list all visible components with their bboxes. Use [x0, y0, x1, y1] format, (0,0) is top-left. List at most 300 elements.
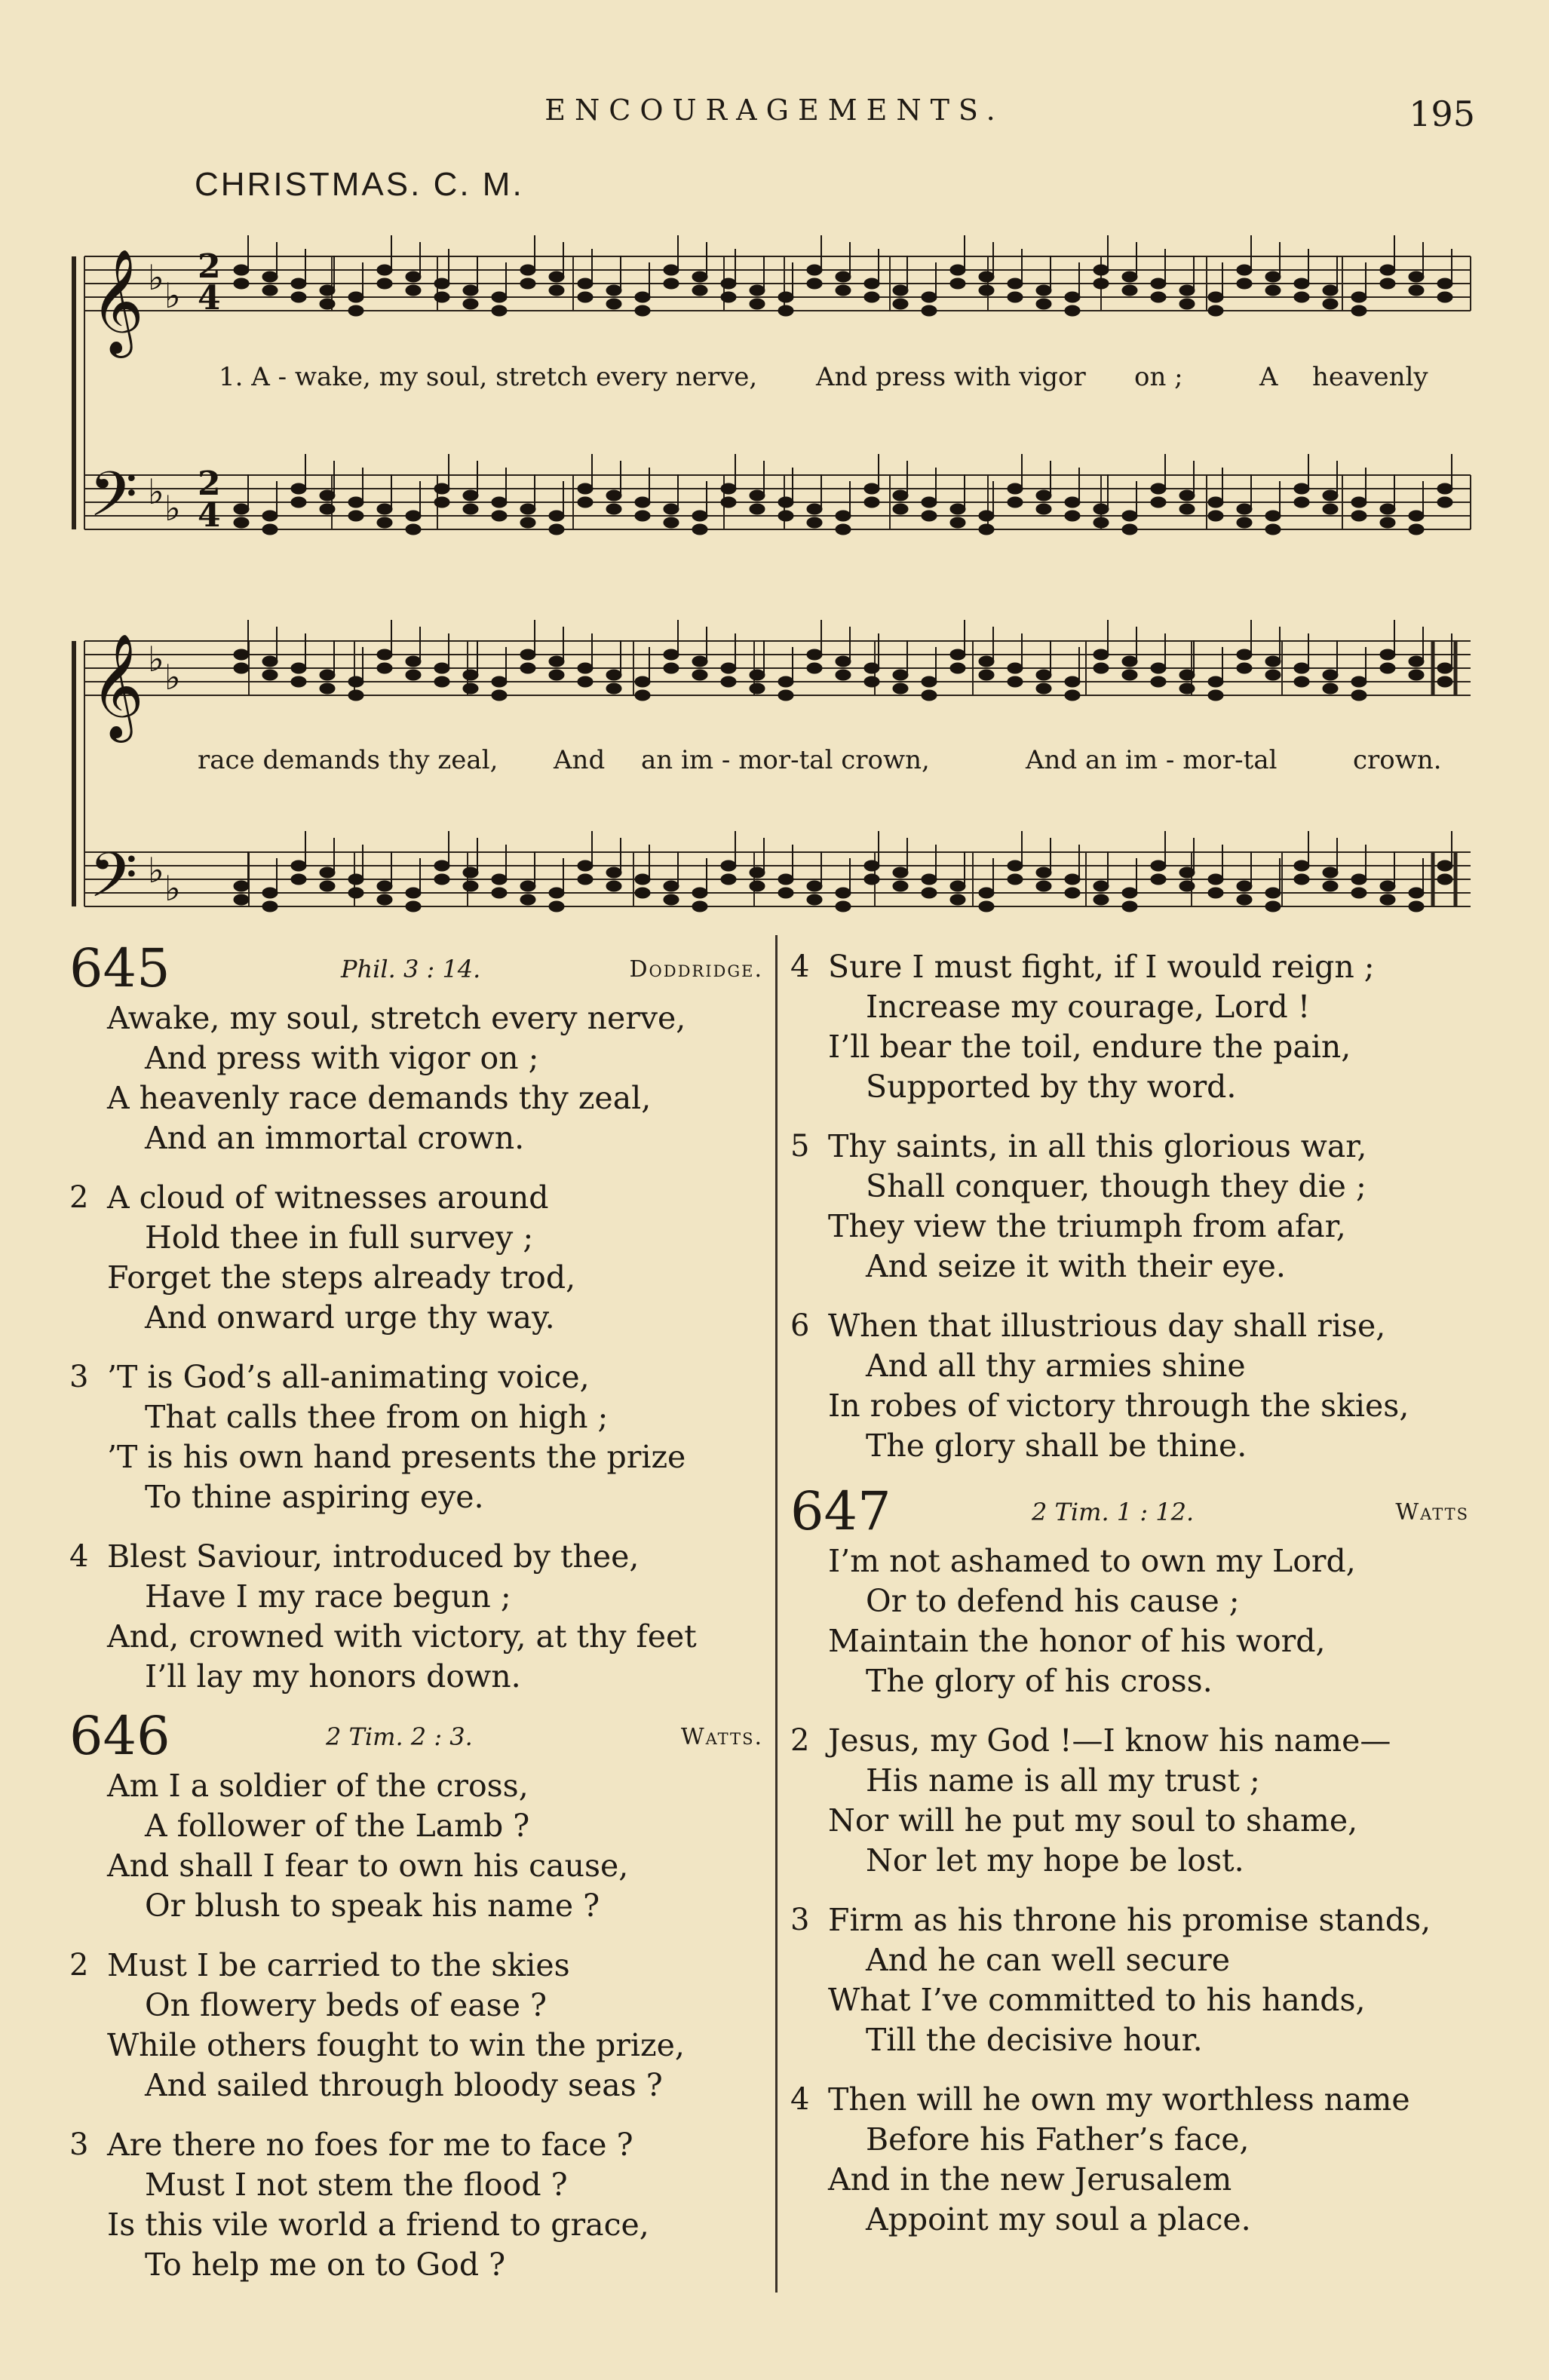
- note-head: [291, 483, 306, 494]
- stanza: [69, 1946, 763, 2106]
- stanza: [790, 947, 1469, 1107]
- tune-name: CHRISTMAS. C. M.: [195, 166, 524, 203]
- verse-line: That calls thee from on high ;: [145, 1399, 609, 1435]
- note-head: [1065, 690, 1080, 701]
- note-head: [1380, 517, 1395, 528]
- note-head: [1179, 285, 1195, 296]
- note-head: [348, 676, 363, 687]
- verse-line: Increase my courage, Lord !: [866, 989, 1311, 1025]
- note-head: [664, 517, 679, 528]
- note-head: [864, 483, 879, 494]
- note-head: [1237, 881, 1252, 891]
- note-head: [291, 676, 306, 687]
- note-head: [1437, 483, 1452, 494]
- note-head: [377, 649, 392, 660]
- note-head: [950, 504, 965, 514]
- note-head: [807, 517, 822, 528]
- note-head: [721, 676, 736, 687]
- lyric-segment: heavenly: [1312, 362, 1428, 392]
- running-title: ENCOURAGEMENTS.: [544, 94, 1005, 127]
- note-head: [1094, 663, 1109, 673]
- note-head: [893, 881, 908, 891]
- note-head: [979, 271, 994, 282]
- note-head: [778, 292, 793, 302]
- note-head: [979, 524, 994, 535]
- note-head: [1122, 670, 1137, 680]
- verse-line: Before his Father’s face,: [866, 2121, 1250, 2158]
- note-head: [434, 483, 449, 494]
- note-head: [1179, 490, 1195, 501]
- time-signatures: [198, 247, 221, 535]
- note-head: [463, 867, 478, 878]
- note-head: [1409, 901, 1424, 912]
- note-head: [1437, 676, 1452, 687]
- verse-line: Or to defend his cause ;: [866, 1583, 1240, 1619]
- note-head: [1265, 670, 1281, 680]
- note-head: [864, 292, 879, 302]
- note-head: [1208, 676, 1223, 687]
- note-head: [1237, 278, 1252, 289]
- note-head: [1179, 881, 1195, 891]
- note-head: [1094, 278, 1109, 289]
- note-head: [864, 860, 879, 871]
- note-head: [578, 483, 593, 494]
- note-head: [836, 901, 851, 912]
- note-head: [1094, 894, 1109, 905]
- note-head: [1294, 292, 1309, 302]
- svg-text:♭: ♭: [148, 471, 164, 512]
- note-head: [922, 888, 937, 898]
- verse-line: And, crowned with victory, at thy feet: [107, 1618, 697, 1655]
- note-head: [234, 265, 249, 275]
- note-head: [377, 504, 392, 514]
- scripture-reference: Phil. 3 : 14.: [341, 955, 481, 983]
- note-head: [348, 690, 363, 701]
- note-head: [692, 271, 707, 282]
- note-head: [1036, 490, 1051, 501]
- note-head: [578, 278, 593, 289]
- note-head: [406, 524, 421, 535]
- note-head: [606, 683, 621, 694]
- verse-line: And shall I fear to own his cause,: [107, 1848, 629, 1884]
- note-head: [606, 299, 621, 309]
- note-head: [520, 894, 535, 905]
- note-head: [1294, 278, 1309, 289]
- note-head: [549, 524, 564, 535]
- note-head: [406, 285, 421, 296]
- note-head: [692, 511, 707, 521]
- note-head: [893, 490, 908, 501]
- note-head: [606, 504, 621, 514]
- note-head: [1008, 292, 1023, 302]
- hymn-647: [790, 1481, 1469, 2240]
- note-head: [1094, 504, 1109, 514]
- svg-text:4: 4: [198, 496, 221, 535]
- note-head: [1380, 504, 1395, 514]
- note-head: [262, 285, 278, 296]
- scripture-reference: 2 Tim. 1 : 12.: [1032, 1498, 1195, 1526]
- left-column: [69, 938, 763, 2305]
- note-head: [635, 676, 650, 687]
- note-head: [1036, 504, 1051, 514]
- verse-line: I’ll bear the toil, endure the pain,: [828, 1029, 1351, 1065]
- note-head: [1409, 656, 1424, 667]
- note-head: [606, 881, 621, 891]
- note-head: [1036, 683, 1051, 694]
- note-head: [664, 894, 679, 905]
- note-head: [520, 881, 535, 891]
- note-head: [434, 874, 449, 885]
- note-head: [291, 497, 306, 508]
- barlines: [74, 256, 1471, 906]
- note-head: [606, 285, 621, 296]
- note-head: [893, 867, 908, 878]
- stanza-number: 2: [69, 1180, 89, 1215]
- verse-line: A follower of the Lamb ?: [145, 1808, 530, 1844]
- note-head: [1008, 676, 1023, 687]
- verse-line: Forget the steps already trod,: [107, 1259, 576, 1296]
- verse-line: The glory of his cross.: [866, 1663, 1213, 1699]
- note-head: [778, 888, 793, 898]
- note-head: [1179, 683, 1195, 694]
- note-head: [1351, 497, 1366, 508]
- note-head: [578, 292, 593, 302]
- verse-line: And he can well secure: [866, 1942, 1230, 1978]
- stanza-number: 6: [790, 1308, 810, 1343]
- note-head: [750, 504, 765, 514]
- note-head: [893, 683, 908, 694]
- note-head: [1208, 497, 1223, 508]
- hymn-number: 645: [69, 937, 170, 999]
- verse-line: Firm as his throne his promise stands,: [828, 1902, 1431, 1938]
- stanza-number: 4: [790, 2082, 810, 2117]
- note-head: [406, 656, 421, 667]
- note-head: [1323, 504, 1338, 514]
- note-head: [262, 670, 278, 680]
- note-head: [1294, 874, 1309, 885]
- note-head: [406, 271, 421, 282]
- note-head: [950, 881, 965, 891]
- note-head: [922, 676, 937, 687]
- note-head: [1008, 278, 1023, 289]
- verse-line: And onward urge thy way.: [145, 1299, 555, 1336]
- svg-text:♭: ♭: [148, 850, 164, 891]
- note-head: [1323, 670, 1338, 680]
- note-head: [578, 497, 593, 508]
- note-head: [1122, 271, 1137, 282]
- note-head: [492, 305, 507, 316]
- note-head: [864, 663, 879, 673]
- note-head: [549, 670, 564, 680]
- note-head: [893, 670, 908, 680]
- verse-line: Are there no foes for me to face ?: [107, 2127, 633, 2163]
- note-head: [950, 649, 965, 660]
- note-head: [1380, 663, 1395, 673]
- note-head: [320, 867, 335, 878]
- note-head: [348, 497, 363, 508]
- note-head: [1094, 881, 1109, 891]
- note-head: [1409, 524, 1424, 535]
- stanza: [790, 1541, 1469, 1701]
- note-head: [750, 867, 765, 878]
- note-head: [463, 490, 478, 501]
- note-head: [721, 874, 736, 885]
- note-head: [434, 497, 449, 508]
- note-head: [750, 285, 765, 296]
- note-head: [1237, 649, 1252, 660]
- note-head: [1151, 663, 1166, 673]
- verse-line: Jesus, my God !—I know his name—: [828, 1722, 1391, 1759]
- note-head: [492, 497, 507, 508]
- note-head: [664, 663, 679, 673]
- verse-line: Must I not stem the flood ?: [145, 2167, 568, 2203]
- verse-line: In robes of victory through the skies,: [828, 1388, 1409, 1424]
- verse-line: Sure I must fight, if I would reign ;: [828, 949, 1375, 985]
- note-head: [922, 690, 937, 701]
- note-head: [291, 874, 306, 885]
- note-head: [1208, 511, 1223, 521]
- note-head: [348, 888, 363, 898]
- bass-clef-icon: 𝄢: [89, 839, 138, 927]
- note-head: [1351, 292, 1366, 302]
- note-head: [864, 874, 879, 885]
- note-head: [778, 511, 793, 521]
- hymn-author: Doddridge.: [629, 956, 763, 983]
- note-head: [1409, 271, 1424, 282]
- note-head: [1179, 670, 1195, 680]
- verse-line: Nor let my hope be lost.: [866, 1842, 1244, 1879]
- verse-line: I’m not ashamed to own my Lord,: [828, 1543, 1356, 1579]
- note-head: [721, 483, 736, 494]
- note-head: [1237, 894, 1252, 905]
- note-head: [1409, 670, 1424, 680]
- note-head: [1351, 690, 1366, 701]
- svg-text:♭: ♭: [164, 275, 181, 316]
- verse-line: A cloud of witnesses around: [107, 1179, 549, 1216]
- hymn-645: [69, 938, 763, 1697]
- note-head: [1323, 867, 1338, 878]
- note-head: [463, 285, 478, 296]
- note-head: [234, 881, 249, 891]
- note-head: [692, 901, 707, 912]
- note-head: [950, 517, 965, 528]
- note-head: [635, 690, 650, 701]
- note-head: [1036, 299, 1051, 309]
- note-head: [721, 497, 736, 508]
- stanza-number: 5: [790, 1129, 810, 1164]
- note-head: [1294, 663, 1309, 673]
- staff-lines: [84, 256, 1471, 906]
- note-head: [979, 656, 994, 667]
- note-head: [1380, 894, 1395, 905]
- verse-line: On flowery beds of ease ?: [145, 1987, 547, 2023]
- note-head: [1237, 517, 1252, 528]
- note-head: [320, 683, 335, 694]
- lyric-segment: race demands thy zeal,: [198, 745, 498, 775]
- note-head: [348, 511, 363, 521]
- note-head: [291, 278, 306, 289]
- note-head: [492, 690, 507, 701]
- note-head: [606, 867, 621, 878]
- verse-line: When that illustrious day shall rise,: [828, 1308, 1386, 1344]
- verse-line: Appoint my soul a place.: [866, 2201, 1251, 2237]
- lyric-segment: crown.: [1353, 745, 1442, 775]
- note-head: [320, 490, 335, 501]
- note-head: [463, 881, 478, 891]
- note-head: [262, 656, 278, 667]
- note-head: [348, 292, 363, 302]
- verse-line: And sailed through bloody seas ?: [145, 2067, 663, 2103]
- note-head: [1008, 663, 1023, 673]
- note-head: [320, 285, 335, 296]
- note-head: [807, 265, 822, 275]
- note-head: [1208, 292, 1223, 302]
- note-head: [1008, 483, 1023, 494]
- note-head: [1065, 676, 1080, 687]
- note-head: [1237, 265, 1252, 275]
- notes: [234, 235, 1452, 912]
- note-head: [1265, 524, 1281, 535]
- note-head: [1437, 278, 1452, 289]
- note-head: [979, 888, 994, 898]
- note-head: [635, 511, 650, 521]
- hymn-646-continued: [790, 947, 1469, 1466]
- note-head: [836, 511, 851, 521]
- note-head: [1065, 874, 1080, 885]
- verse-line: And seize it with their eye.: [866, 1248, 1286, 1284]
- note-head: [1094, 517, 1109, 528]
- note-head: [893, 299, 908, 309]
- note-head: [320, 881, 335, 891]
- note-head: [778, 305, 793, 316]
- note-head: [1323, 490, 1338, 501]
- music-score: [0, 0, 1549, 935]
- hymn-number: 647: [790, 1480, 891, 1542]
- note-head: [578, 860, 593, 871]
- note-head: [463, 670, 478, 680]
- note-head: [1094, 265, 1109, 275]
- note-head: [836, 285, 851, 296]
- note-head: [750, 670, 765, 680]
- note-head: [234, 663, 249, 673]
- svg-text:♭: ♭: [164, 868, 181, 909]
- note-head: [262, 901, 278, 912]
- verse-line: Then will he own my worthless name: [828, 2081, 1410, 2118]
- hymn-author: Watts.: [680, 1724, 763, 1750]
- hymn-author: Watts: [1395, 1499, 1469, 1526]
- note-head: [635, 292, 650, 302]
- note-head: [1351, 888, 1366, 898]
- note-head: [922, 305, 937, 316]
- note-head: [721, 860, 736, 871]
- note-head: [721, 278, 736, 289]
- lyric-segment: on ;: [1134, 362, 1183, 392]
- verse-line: And in the new Jerusalem: [828, 2161, 1232, 2198]
- note-head: [950, 663, 965, 673]
- verse-line: Must I be carried to the skies: [107, 1947, 570, 1983]
- note-head: [320, 299, 335, 309]
- note-head: [893, 285, 908, 296]
- verse-line: A heavenly race demands thy zeal,: [107, 1080, 652, 1116]
- note-head: [1351, 676, 1366, 687]
- note-head: [520, 265, 535, 275]
- note-head: [1065, 888, 1080, 898]
- note-head: [578, 663, 593, 673]
- verse-line: ’T is God’s all-animating voice,: [107, 1359, 590, 1395]
- note-head: [434, 860, 449, 871]
- verse-line: Nor will he put my soul to shame,: [828, 1802, 1358, 1839]
- verse-line: ’T is his own hand presents the prize: [107, 1439, 686, 1475]
- note-head: [864, 676, 879, 687]
- note-head: [549, 285, 564, 296]
- hymn-646: [69, 1706, 763, 2285]
- svg-text:4: 4: [198, 279, 221, 317]
- note-head: [778, 874, 793, 885]
- note-head: [434, 278, 449, 289]
- verse-line: Till the decisive hour.: [866, 2022, 1203, 2058]
- note-head: [291, 663, 306, 673]
- note-head: [1122, 524, 1137, 535]
- treble-clef-icon: 𝄞: [90, 249, 144, 354]
- note-head: [406, 670, 421, 680]
- note-head: [1323, 285, 1338, 296]
- note-head: [291, 860, 306, 871]
- svg-text:2: 2: [198, 247, 221, 286]
- note-head: [320, 504, 335, 514]
- note-head: [492, 292, 507, 302]
- stanza: [69, 1537, 763, 1697]
- note-head: [492, 874, 507, 885]
- verse-line: Is this vile world a friend to grace,: [107, 2207, 649, 2243]
- note-head: [1208, 874, 1223, 885]
- note-head: [922, 497, 937, 508]
- note-head: [262, 524, 278, 535]
- note-head: [1409, 888, 1424, 898]
- note-head: [549, 271, 564, 282]
- verse-line: Blest Saviour, introduced by thee,: [107, 1538, 640, 1575]
- verse-line: The glory shall be thine.: [866, 1428, 1247, 1464]
- verse-line: Shall conquer, though they die ;: [866, 1168, 1366, 1204]
- note-head: [262, 511, 278, 521]
- note-head: [950, 894, 965, 905]
- note-head: [664, 265, 679, 275]
- note-head: [836, 656, 851, 667]
- note-head: [1151, 497, 1166, 508]
- note-head: [1151, 292, 1166, 302]
- note-head: [1265, 271, 1281, 282]
- note-head: [1179, 867, 1195, 878]
- note-head: [1265, 901, 1281, 912]
- note-head: [807, 278, 822, 289]
- stanza: [69, 998, 763, 1158]
- note-head: [1351, 305, 1366, 316]
- note-head: [377, 663, 392, 673]
- stanza-number: 2: [69, 1948, 89, 1983]
- note-head: [406, 511, 421, 521]
- note-head: [836, 670, 851, 680]
- note-head: [1094, 649, 1109, 660]
- note-head: [950, 278, 965, 289]
- note-head: [1036, 881, 1051, 891]
- note-head: [234, 894, 249, 905]
- svg-text:2: 2: [198, 465, 221, 503]
- note-head: [1265, 511, 1281, 521]
- note-head: [721, 292, 736, 302]
- verse-line: Maintain the honor of his word,: [828, 1623, 1326, 1659]
- note-head: [1265, 888, 1281, 898]
- note-head: [1036, 285, 1051, 296]
- note-head: [979, 670, 994, 680]
